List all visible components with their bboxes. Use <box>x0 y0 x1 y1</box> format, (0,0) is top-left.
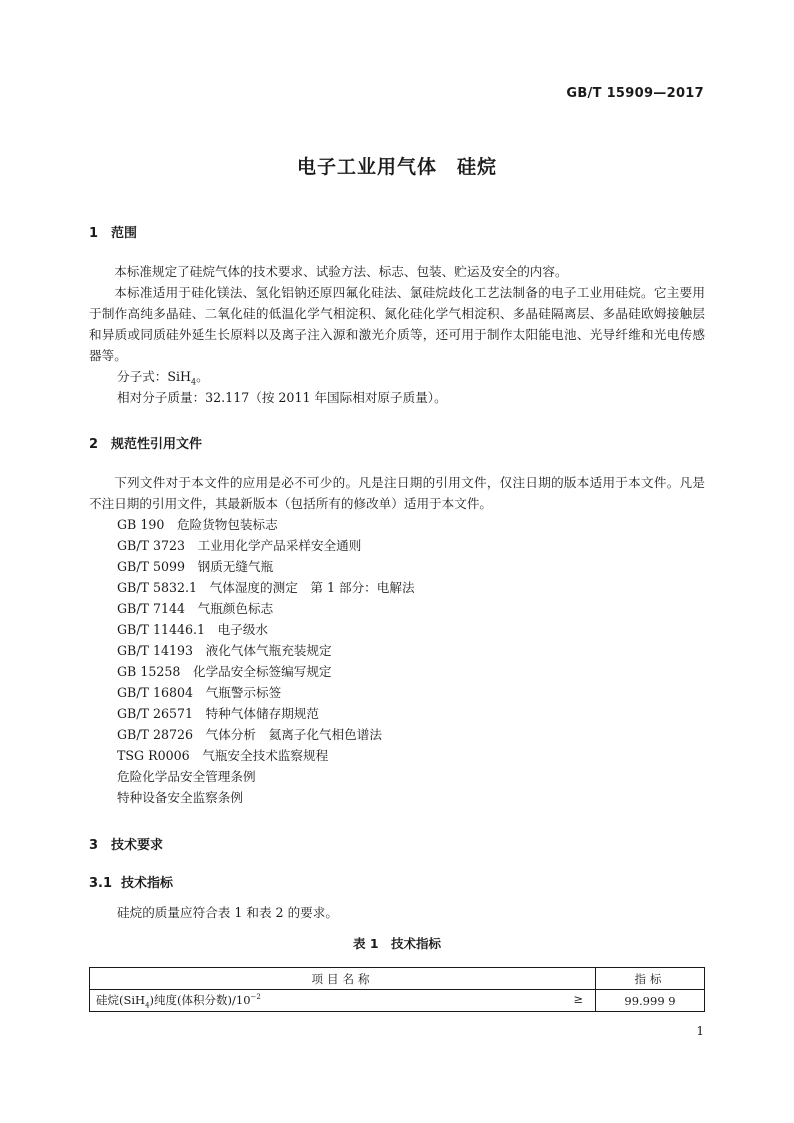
column-header-item: 项目名称 <box>90 968 596 990</box>
section-1-heading <box>89 222 137 241</box>
section-3-heading <box>89 834 163 853</box>
reference-item: GB/T 11446.1 电子级水 <box>117 622 269 637</box>
table-header-row <box>90 968 705 990</box>
reference-item: GB/T 28726 气体分析 氦离子化气相色谱法 <box>117 727 382 742</box>
normative-references-list <box>117 514 415 808</box>
section-2-intro: 下列文件对于本文件的应用是必不可少的。凡是注日期的引用文件，仅注日期的版本适用于本文件。凡是不注日期的引用文件，其最新版本（包括所有的修改单）适用于本文件。 <box>89 475 705 511</box>
reference-item: GB 15258 化学品安全标签编写规定 <box>117 664 332 679</box>
reference-item: 特种设备安全监察条例 <box>117 790 243 805</box>
molecular-formula: 分子式：SiH$_4$。 <box>117 369 209 387</box>
section-3-title: 技术要求 <box>111 838 164 853</box>
subsection-3-1-heading <box>89 872 173 891</box>
section-3-1-text: 硅烷的质量应符合表 1 和表 2 的要求。 <box>117 905 338 920</box>
reference-item: GB/T 26571 特种气体储存期规范 <box>117 706 319 721</box>
section-1-body <box>89 261 705 366</box>
section-1-para-1: 本标准规定了硅烷气体的技术要求、试验方法、标志、包装、贮运及安全的内容。 <box>114 264 568 279</box>
reference-item: GB/T 5832.1 气体湿度的测定 第 1 部分：电解法 <box>117 580 415 595</box>
reference-item: GB/T 16804 气瓶警示标签 <box>117 685 282 700</box>
subsection-3-1-title: 技术指标 <box>121 876 174 891</box>
reference-item: GB/T 5099 钢质无缝气瓶 <box>117 559 274 574</box>
row-label: 硅烷(SiH$_4$)纯度(体积分数)$/10^{-2}$ ≥ <box>90 990 596 1012</box>
column-header-value: 指标 <box>596 968 705 990</box>
subsection-3-1-number: 3.1 <box>89 876 113 891</box>
reference-item: GB 190 危险货物包装标志 <box>117 517 278 532</box>
standard-code: GB/T 15909—2017 <box>566 86 704 101</box>
technical-indicators-table <box>89 967 705 1012</box>
reference-item: TSG R0006 气瓶安全技术监察规程 <box>117 748 329 763</box>
section-1-title: 范围 <box>111 226 138 241</box>
section-2-title: 规范性引用文件 <box>111 437 203 452</box>
section-2-number: 2 <box>89 437 99 452</box>
page-number: 1 <box>696 1024 704 1038</box>
section-1-number: 1 <box>89 226 99 241</box>
section-2-heading <box>89 433 202 452</box>
page-title: 电子工业用气体 硅烷 <box>296 156 497 178</box>
reference-item: GB/T 14193 液化气体气瓶充装规定 <box>117 643 332 658</box>
row-operator: ≥ <box>573 991 583 1006</box>
row-value: 99.999 9 <box>596 990 705 1012</box>
molecular-mass: 相对分子质量：32.117（按 2011 年国际相对原子质量）。 <box>117 390 447 405</box>
reference-item: 危险化学品安全管理条例 <box>117 769 256 784</box>
section-3-number: 3 <box>89 838 99 853</box>
section-1-para-2: 本标准适用于硅化镁法、氢化铝钠还原四氟化硅法、氯硅烷歧化工艺法制备的电子工业用硅烷。它主要用于制作高纯多晶硅、二氧化硅的低温化学气相淀积、氮化硅化学气相淀积、多晶硅隔离层、多晶硅欧姆接触层和异质或同质硅外延生长原料以及离子注入源和激光介质等，还可用于制作太阳能电池、光导纤维和光电传感器等。 <box>89 285 705 363</box>
reference-item: GB/T 7144 气瓶颜色标志 <box>117 601 274 616</box>
table-row <box>90 990 705 1012</box>
table-1-title: 表 1 技术指标 <box>352 936 442 951</box>
reference-item: GB/T 3723 工业用化学产品采样安全通则 <box>117 538 362 553</box>
